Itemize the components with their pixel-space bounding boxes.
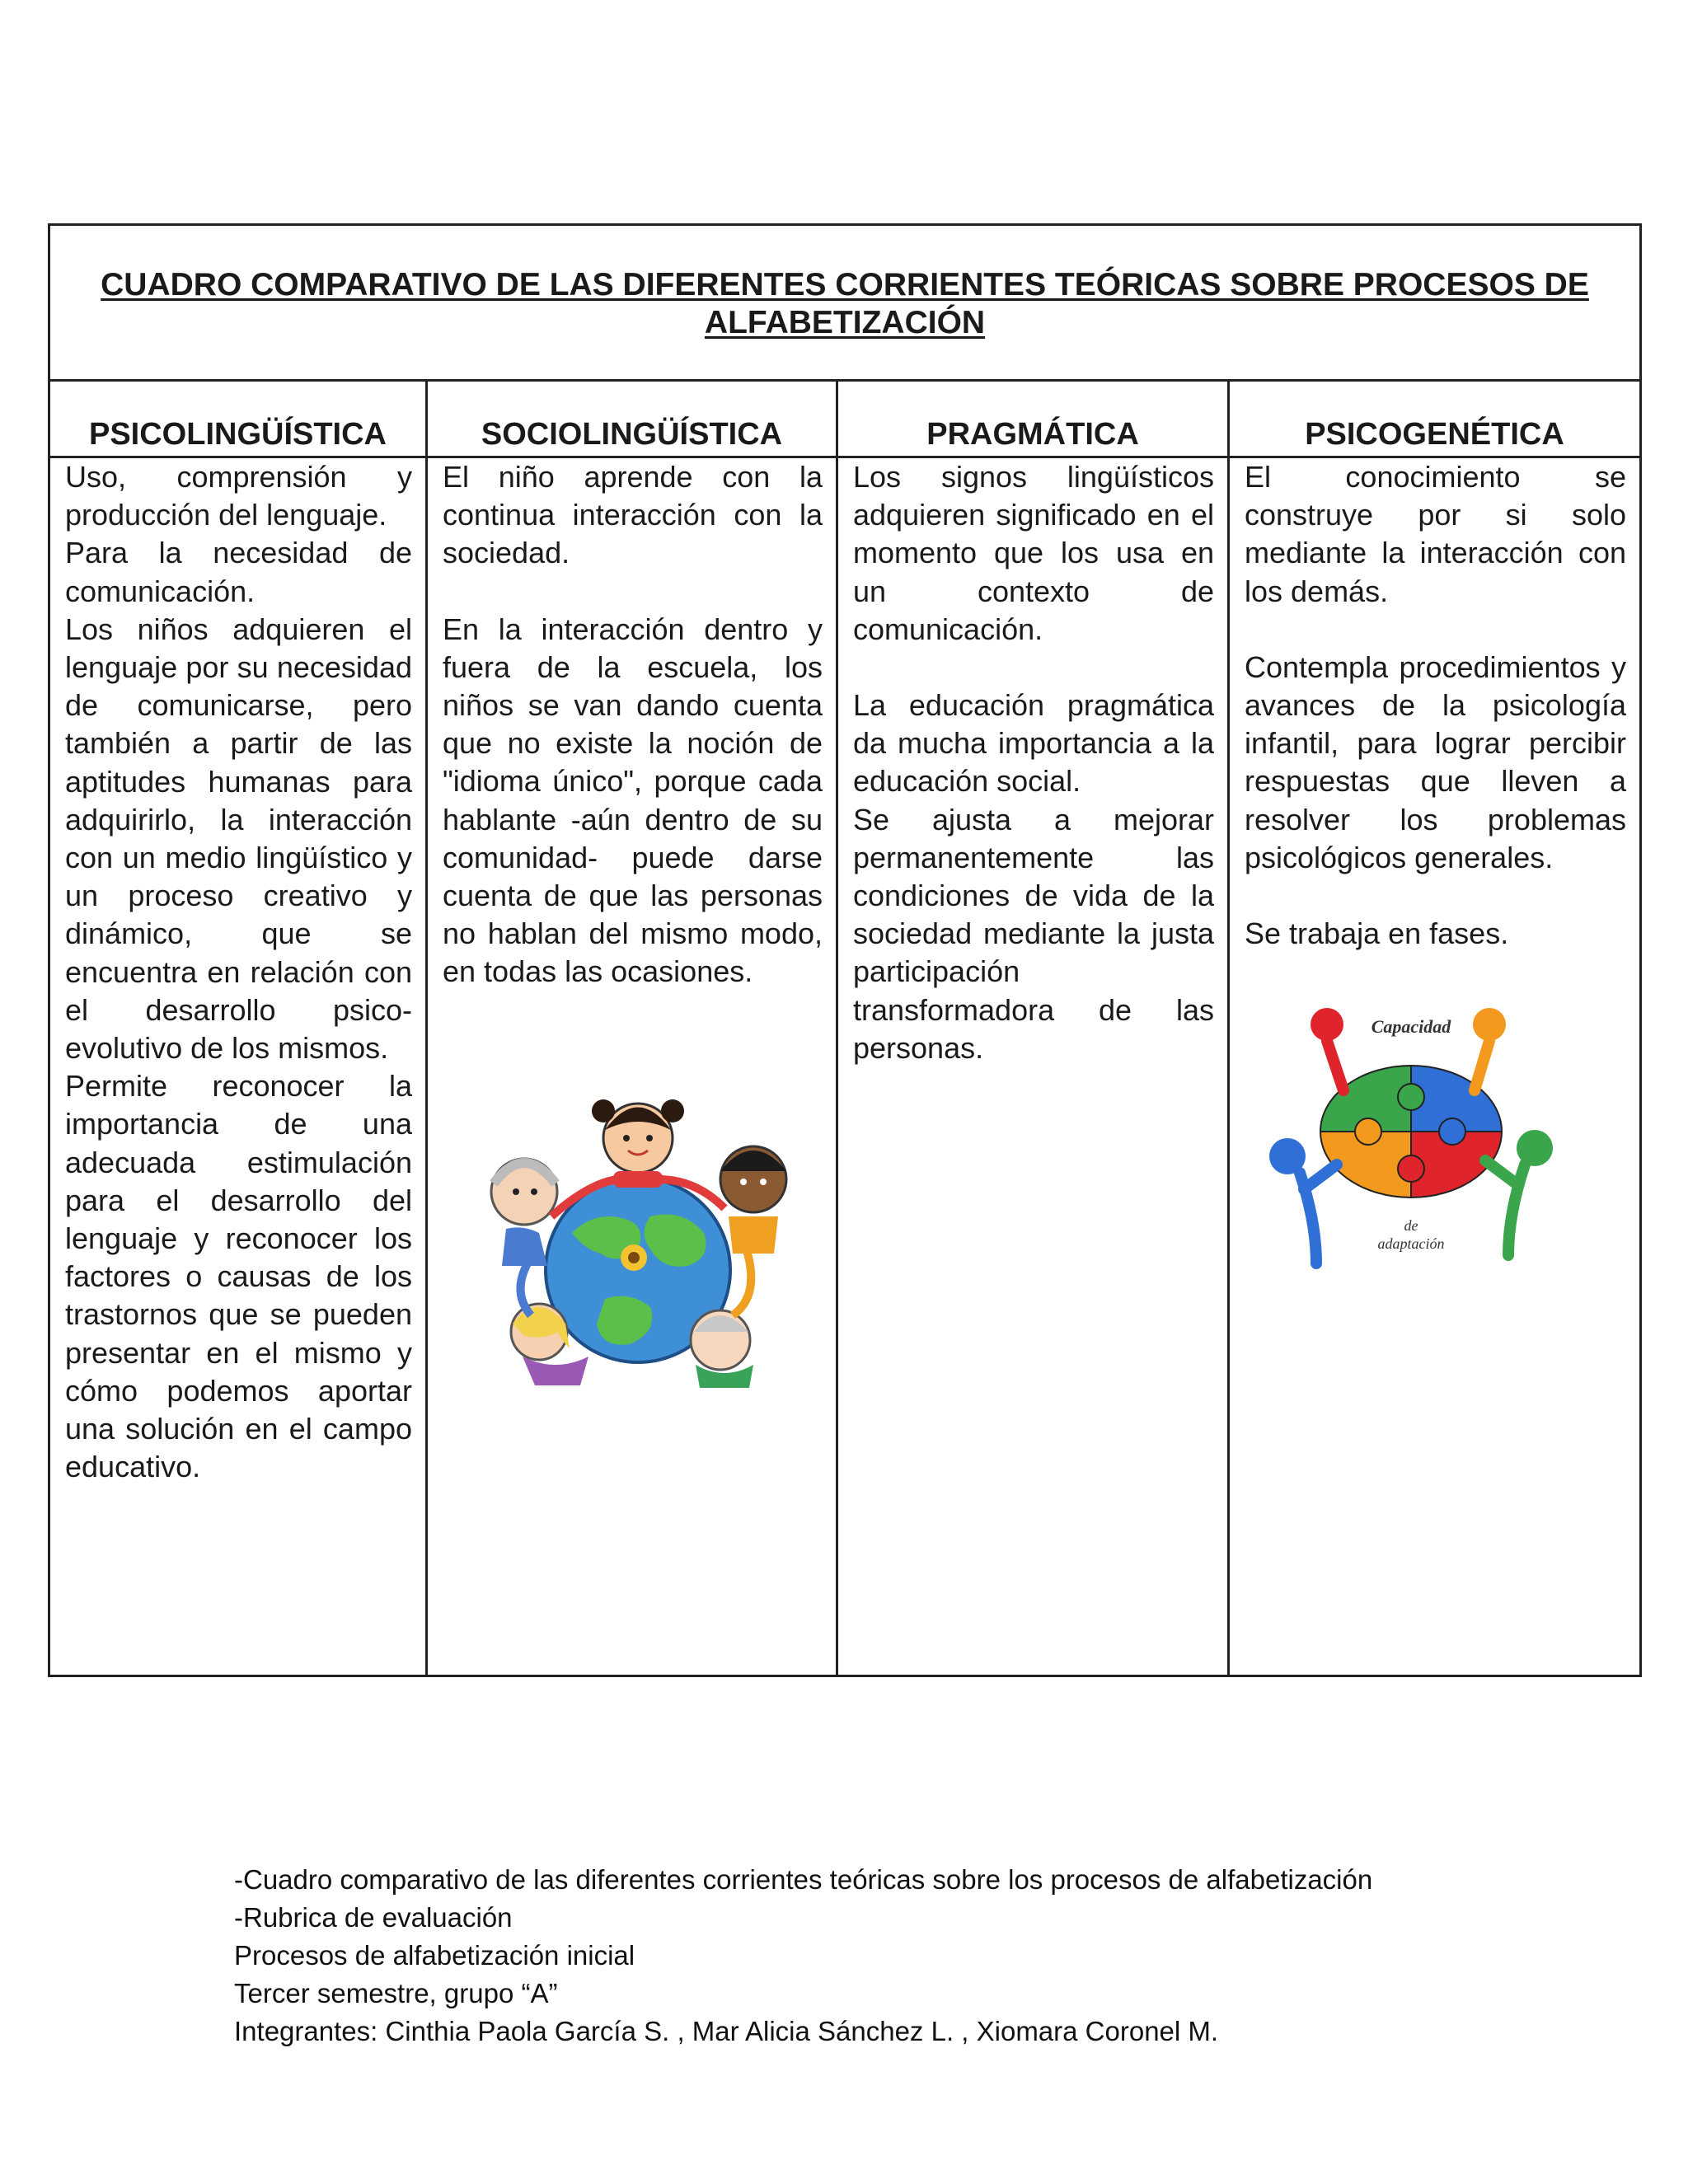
paragraph: Para la necesidad de comunicación. [65, 536, 412, 608]
puzzle-top-label: Capacidad [1371, 1016, 1451, 1037]
column-header: PRAGMÁTICA [838, 379, 1227, 458]
column-body [50, 458, 425, 1486]
column-sociolinguistica [428, 379, 838, 1675]
column-body [428, 458, 836, 991]
children-globe-illustration [473, 1093, 803, 1390]
column-header: PSICOLINGÜÍSTICA [50, 379, 425, 458]
footer-line: Tercer semestre, grupo “A” [234, 1978, 558, 2008]
puzzle-bottom-label-1: de [1404, 1217, 1418, 1234]
paragraph: La educación pragmática da mucha importancia a la educación social. [853, 688, 1214, 799]
footer-line: -Rubrica de evaluación [234, 1902, 513, 1933]
column-body [1230, 458, 1639, 953]
paragraph: Uso, comprensión y producción del lenguaje. [65, 460, 412, 532]
column-pragmatica [838, 379, 1230, 1675]
column-body [838, 458, 1227, 1067]
comparison-table [48, 223, 1642, 1677]
table-columns [50, 379, 1639, 1675]
paragraph: Los niños adquieren el lenguaje por su necesidad de comunicarse, pero también a partir de las aptitudes humanas para adquirirlo, la interacción con un medio lingüístico y un proceso creativo y dinámico, que se encuentra en relación con el desarrollo psico-evolutivo de los mismos. [65, 612, 412, 1066]
footer-line: Integrantes: Cinthia Paola García S. , Mar Alicia Sánchez L. , Xiomara Coronel M. [234, 2016, 1219, 2046]
column-header: PSICOGENÉTICA [1230, 379, 1639, 458]
paragraph: Se ajusta a mejorar permanentemente las condiciones de vida de la sociedad mediante la justa participación transformadora de las personas. [853, 802, 1214, 1065]
table-title-row [50, 226, 1639, 382]
table-title: CUADRO COMPARATIVO DE LAS DIFERENTES CORRIENTES TEÓRICAS SOBRE PROCESOS DE ALFABETIZACIÓN [101, 267, 1589, 340]
paragraph: Se trabaja en fases. [1245, 916, 1509, 951]
footer-notes [234, 1861, 1372, 2050]
paragraph: Los signos lingüísticos adquieren significado en el momento que los usa en un contexto de comunicación. [853, 460, 1214, 646]
column-header: SOCIOLINGÜÍSTICA [428, 379, 836, 458]
column-psicogenetica [1230, 379, 1639, 1675]
puzzle-bottom-label-2: adaptación [1377, 1235, 1445, 1252]
footer-line: -Cuadro comparativo de las diferentes corrientes teóricas sobre los procesos de alfabetización [234, 1864, 1373, 1895]
puzzle-adaptation-illustration [1263, 1000, 1559, 1296]
paragraph: En la interacción dentro y fuera de la escuela, los niños se van dando cuenta que no existe la noción de "idioma único", porque cada hablante -aún dentro de su comunidad- puede darse cuenta de que las personas no hablan del mismo modo, en todas las ocasiones. [443, 612, 823, 989]
footer-line: Procesos de alfabetización inicial [234, 1940, 635, 1971]
column-psicolinguistica [50, 379, 428, 1675]
paragraph: El conocimiento se construye por si solo mediante la interacción con los demás. [1245, 460, 1626, 608]
paragraph: Contempla procedimientos y avances de la psicología infantil, para lograr percibir respuestas que lleven a resolver los problemas psicológicos generales. [1245, 649, 1626, 874]
paragraph: El niño aprende con la continua interacción con la sociedad. [443, 460, 823, 570]
paragraph: Permite reconocer la importancia de una adecuada estimulación para el desarrollo del lenguaje y reconocer los factores o causas de los trastornos que se pueden presentar en el mismo y cómo podemos aportar una solución en el campo educativo. [65, 1069, 412, 1484]
